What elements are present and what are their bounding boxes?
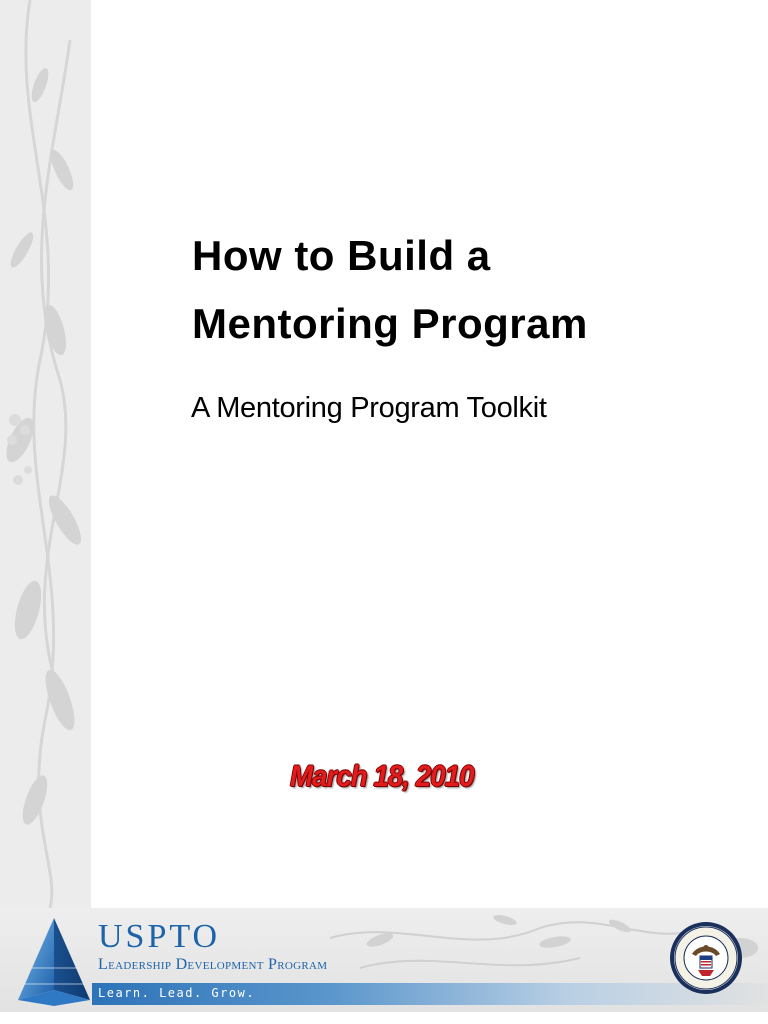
floral-pattern-icon	[0, 0, 91, 908]
pyramid-logo-icon	[14, 916, 94, 1008]
document-date: March 18, 2010	[290, 760, 474, 793]
title-line-2: Mentoring Program	[192, 300, 588, 347]
decorative-left-band	[0, 0, 91, 908]
bottom-strip	[0, 1012, 768, 1024]
program-name: Leadership Development Program	[98, 956, 328, 973]
tagline: Learn. Lead. Grow.	[98, 986, 256, 1000]
footer-banner	[0, 908, 768, 1012]
document-title	[192, 222, 752, 358]
title-line-1: How to Build a	[192, 232, 491, 279]
document-subtitle: A Mentoring Program Toolkit	[191, 392, 547, 424]
brand-name: USPTO	[98, 918, 221, 955]
department-of-commerce-seal-icon	[668, 920, 744, 996]
